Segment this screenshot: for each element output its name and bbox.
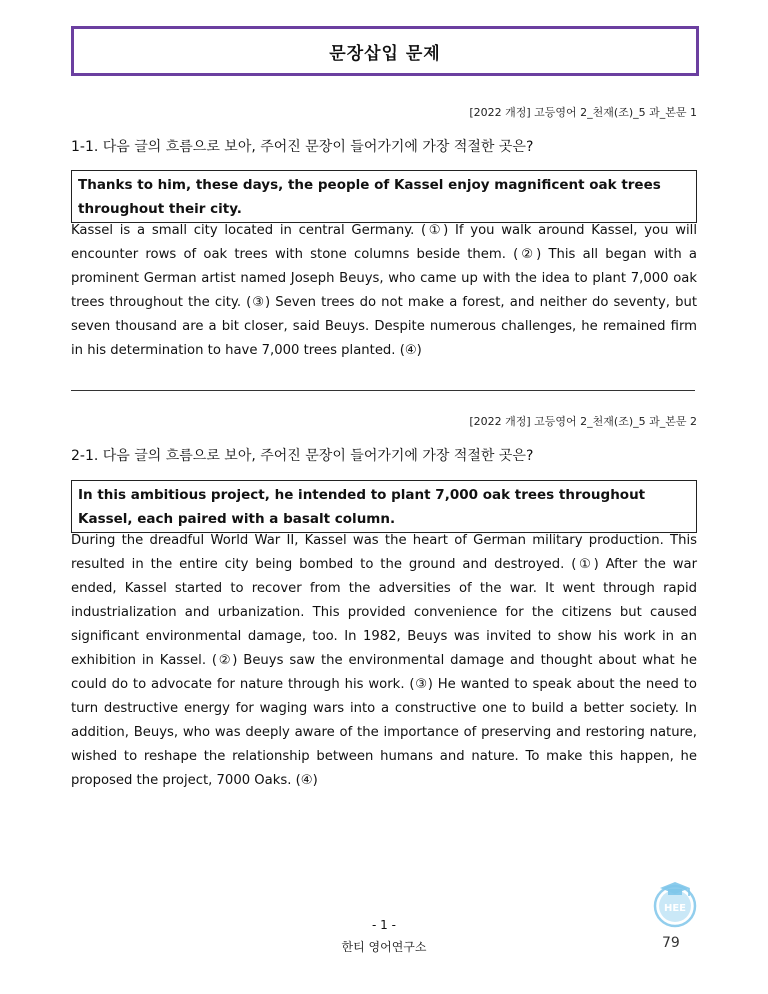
hee-logo-icon [648,876,702,930]
q1-question: 1-1. 다음 글의 흐름으로 보아, 주어진 문장이 들어가기에 가장 적절한 곳은? [71,139,534,155]
page-count: 79 [662,935,680,951]
q1-passage: Kassel is a small city located in central Germany. (①) If you walk around Kassel, you will encounter rows of oak trees with stone columns beside them. (②) This all began with a prominent German artist named Joseph Beuys, who came up with the idea to plant 7,000 oak trees throughout the city. (③) Seven trees do not make a forest, and neither do seventy, but seven thousand are a bit closer, said Beuys. Despite numerous challenges, he remained firm in his determination to have 7,000 trees planted. (④) [71,223,697,358]
q1-given-sentence: Thanks to him, these days, the people of Kassel enjoy magnificent oak trees throughout their city. [71,170,697,223]
q2-question: 2-1. 다음 글의 흐름으로 보아, 주어진 문장이 들어가기에 가장 적절한 곳은? [71,448,534,464]
footer-lab-name: 한티 영어연구소 [341,940,427,954]
page-title: 문장삽입 문제 [329,43,441,64]
q2-given-sentence: In this ambitious project, he intended to plant 7,000 oak trees throughout Kassel, each paired with a basalt column. [71,480,697,533]
q2-source: [2022 개정] 고등영어 2_천재(조)_5 과_본문 2 [469,415,697,428]
page-title-box [71,26,699,76]
page-number: - 1 - [372,918,396,932]
logo-text: HEE [663,903,687,914]
q1-source: [2022 개정] 고등영어 2_천재(조)_5 과_본문 1 [469,106,697,119]
section-divider [71,390,695,391]
q2-passage: During the dreadful World War II, Kassel was the heart of German military production. This resulted in the entire city being bombed to the ground and destroyed. (①) After the war ended, Kassel started to recover from the adversities of the war. It went through rapid industrialization and urbanization. This provided convenience for the citizens but caused significant environmental damage, too. In 1982, Beuys was invited to show his work in an exhibition in Kassel. (②) Beuys saw the environmental damage and thought about what he could do to advocate for nature through his work. (③) He wanted to speak about the need to turn destructive energy for waging wars into a constructive one to build a better society. In addition, Beuys, who was deeply aware of the importance of preserving and restoring nature, wished to reshape the relationship between humans and nature. To make this happen, he proposed the project, 7000 Oaks. (④) [71,533,697,788]
